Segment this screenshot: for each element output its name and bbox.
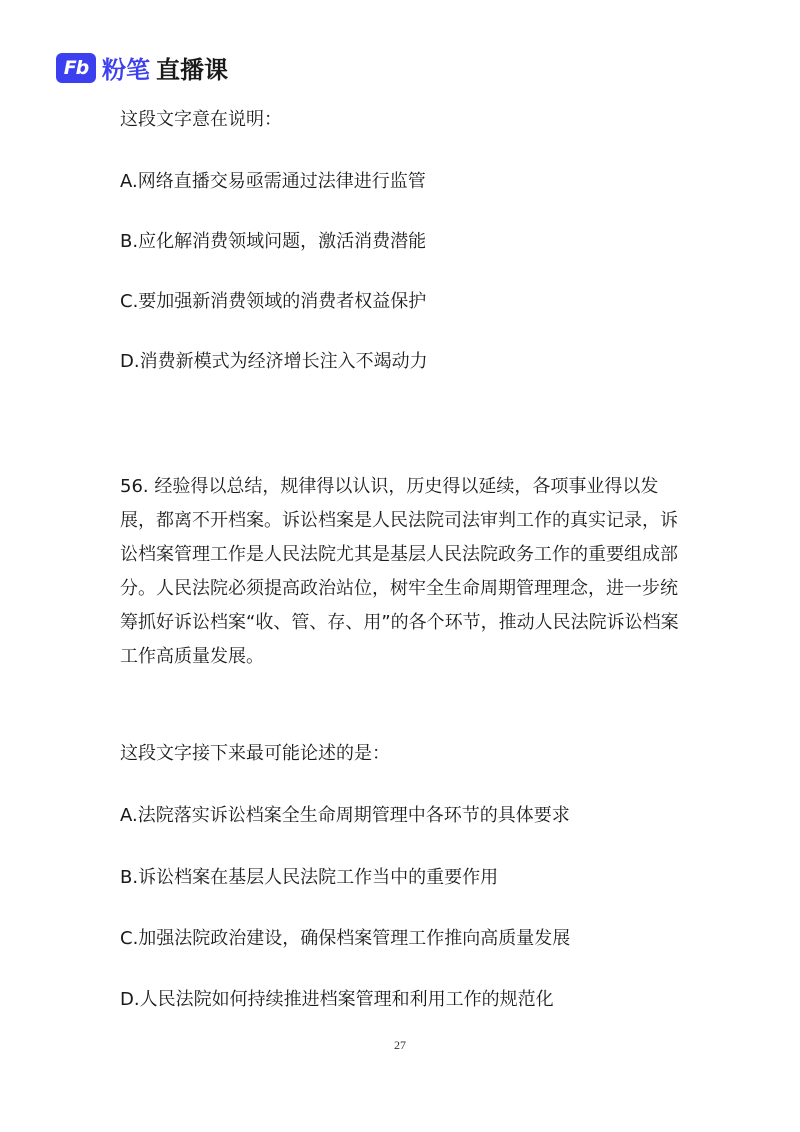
- q56-option-a: A.法院落实诉讼档案全生命周期管理中各环节的具体要求: [120, 805, 570, 826]
- q55-option-b: B.应化解消费领域问题，激活消费潜能: [120, 231, 427, 252]
- brand-name: 粉笔: [102, 56, 150, 84]
- q56-option-b: B.诉讼档案在基层人民法院工作当中的重要作用: [120, 867, 499, 888]
- q55-option-d: D.消费新模式为经济增长注入不竭动力: [120, 351, 428, 372]
- page-number: 27: [394, 1038, 406, 1052]
- q56-passage: 56. 经验得以总结，规律得以认识，历史得以延续，各项事业得以发展，都离不开档案。诉讼档案是人民法院司法审判工作的真实记录，诉讼档案管理工作是人民法院尤其是基层人民法院政务工作的重要组成部分。人民法院必须提高政治站位，树牢全生命周期管理理念，进一步统筹抓好诉讼档案“收、管、存、用”的各个环节，推动人民法院诉讼档案工作高质量发展。: [120, 476, 679, 667]
- q56-stem: 这段文字接下来最可能论述的是：: [120, 743, 390, 764]
- fenbi-logo-icon: Fb: [56, 53, 96, 83]
- q56-option-d: D.人民法院如何持续推进档案管理和利用工作的规范化: [120, 989, 554, 1010]
- q56-option-c: C.加强法院政治建设，确保档案管理工作推向高质量发展: [120, 928, 571, 949]
- q55-option-c: C.要加强新消费领域的消费者权益保护: [120, 291, 427, 312]
- brand-subtitle: 直播课: [156, 56, 228, 84]
- q55-stem: 这段文字意在说明：: [120, 109, 282, 130]
- q55-option-a: A.网络直播交易亟需通过法律进行监管: [120, 171, 426, 192]
- brand-logo: [56, 50, 228, 85]
